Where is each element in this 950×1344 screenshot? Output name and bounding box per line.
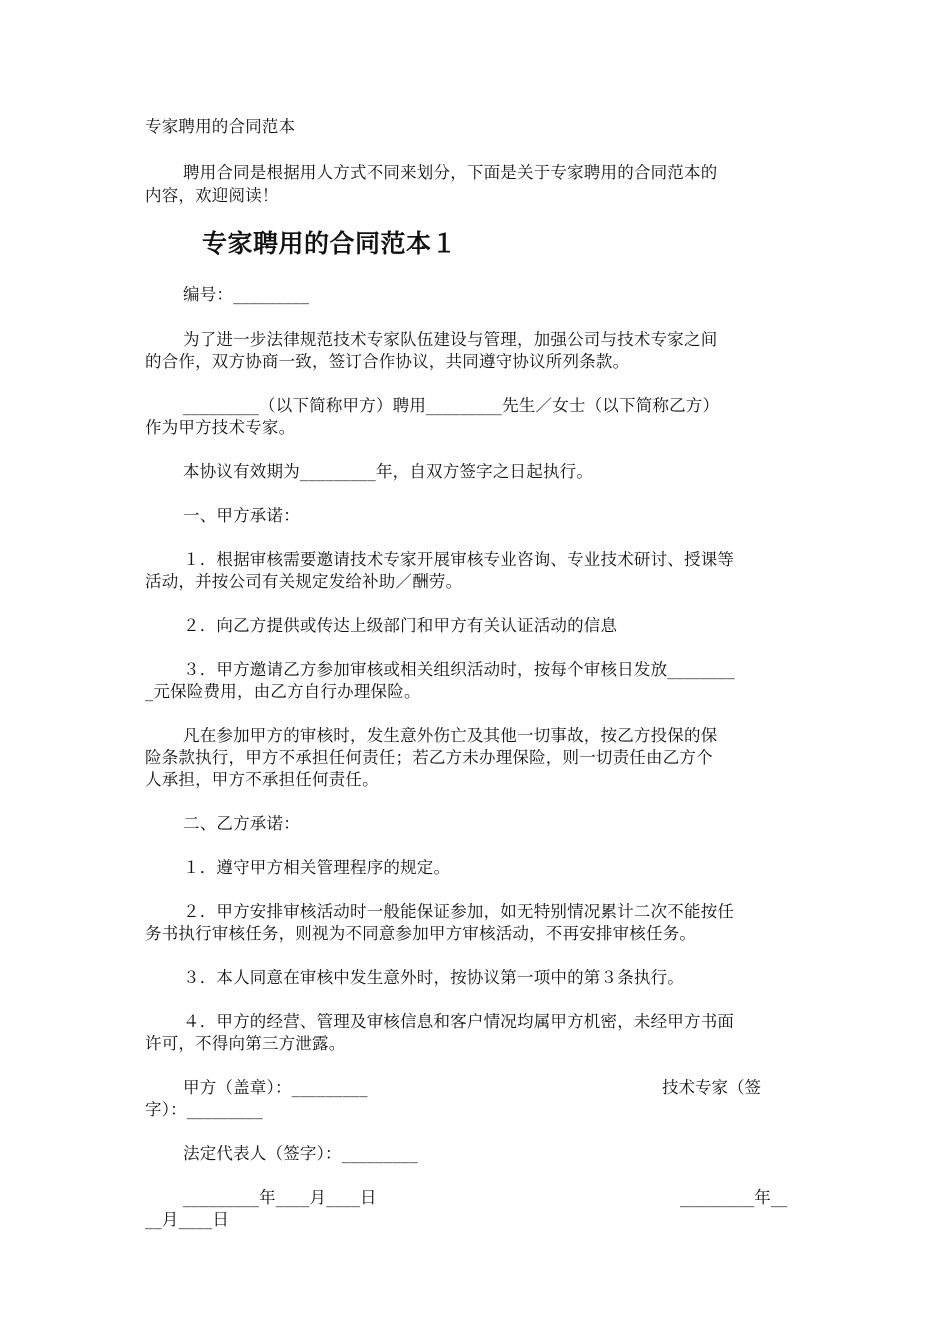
party-a-seal: 甲方（盖章）：_________ bbox=[183, 1078, 368, 1097]
legal-representative-signature: 法定代表人（签字）：_________ bbox=[183, 1144, 418, 1163]
paragraph-1-line-2: 的合作，双方协商一致，签订合作协议，共同遵守协议所列条款。 bbox=[145, 352, 630, 371]
date-expert-line-2: __月____日 bbox=[145, 1210, 230, 1229]
paragraph-2-line-1: _________（以下简称甲方）聘用_________先生／女士（以下简称乙方） bbox=[183, 396, 720, 415]
expert-signature-line-1: 技术专家（签 bbox=[662, 1078, 761, 1097]
section-1-item-1-line-2: 活动，并按公司有关规定发给补助／酬劳。 bbox=[145, 572, 463, 591]
section-2-item-1: １．遵守甲方相关管理程序的规定。 bbox=[183, 858, 451, 877]
section-2-item-2-line-2: 务书执行审核任务，则视为不同意参加甲方审核活动，不再安排审核任务。 bbox=[145, 924, 697, 943]
section-1-paragraph-line-3: 人承担，甲方不承担任何责任。 bbox=[145, 770, 379, 789]
section-2-title: 二、乙方承诺： bbox=[183, 814, 300, 833]
section-1-item-3-line-2: _元保险费用，由乙方自行办理保险。 bbox=[145, 682, 421, 701]
section-1-item-1-line-1: １．根据审核需要邀请技术专家开展审核专业咨询、专业技术研讨、授课等 bbox=[183, 550, 735, 569]
section-1-item-3-line-1: ３．甲方邀请乙方参加审核或相关组织活动时，按每个审核日发放________ bbox=[183, 660, 735, 679]
paragraph-1-line-1: 为了进一步法律规范技术专家队伍建设与管理，加强公司与技术专家之间 bbox=[183, 330, 718, 349]
intro-line-1: 聘用合同是根据用人方式不同来划分，下面是关于专家聘用的合同范本的 bbox=[183, 163, 718, 182]
section-1-item-2: ２．向乙方提供或传达上级部门和甲方有关认证活动的信息 bbox=[183, 616, 618, 635]
section-1-title: 一、甲方承诺： bbox=[183, 506, 300, 525]
section-1-paragraph-line-1: 凡在参加甲方的审核时，发生意外伤亡及其他一切事故，按乙方投保的保 bbox=[183, 726, 718, 745]
section-2-item-4-line-2: 许可，不得向第三方泄露。 bbox=[145, 1034, 346, 1053]
paragraph-3: 本协议有效期为_________年，自双方签字之日起执行。 bbox=[183, 462, 594, 481]
section-2-item-3: ３．本人同意在审核中发生意外时，按协议第一项中的第３条执行。 bbox=[183, 968, 684, 987]
section-2-item-4-line-1: ４．甲方的经营、管理及审核信息和客户情况均属甲方机密，未经甲方书面 bbox=[183, 1012, 735, 1031]
section-2-item-2-line-1: ２．甲方安排审核活动时一般能保证参加，如无特别情况累计二次不能按任 bbox=[183, 902, 735, 921]
date-party-a: _________年____月____日 bbox=[183, 1188, 377, 1207]
top-title: 专家聘用的合同范本 bbox=[145, 117, 296, 136]
section-1-paragraph-line-2: 险条款执行，甲方不承担任何责任；若乙方未办理保险，则一切责任由乙方个 bbox=[145, 748, 713, 767]
paragraph-2-line-2: 作为甲方技术专家。 bbox=[145, 418, 296, 437]
section-heading: 专家聘用的合同范本１ bbox=[202, 229, 458, 258]
expert-signature-line-2: 字）：_________ bbox=[145, 1100, 263, 1119]
date-expert-line-1: _________年__ bbox=[680, 1188, 788, 1207]
contract-number: 编号：_________ bbox=[183, 285, 310, 304]
intro-line-2: 内容，欢迎阅读！ bbox=[145, 186, 279, 205]
